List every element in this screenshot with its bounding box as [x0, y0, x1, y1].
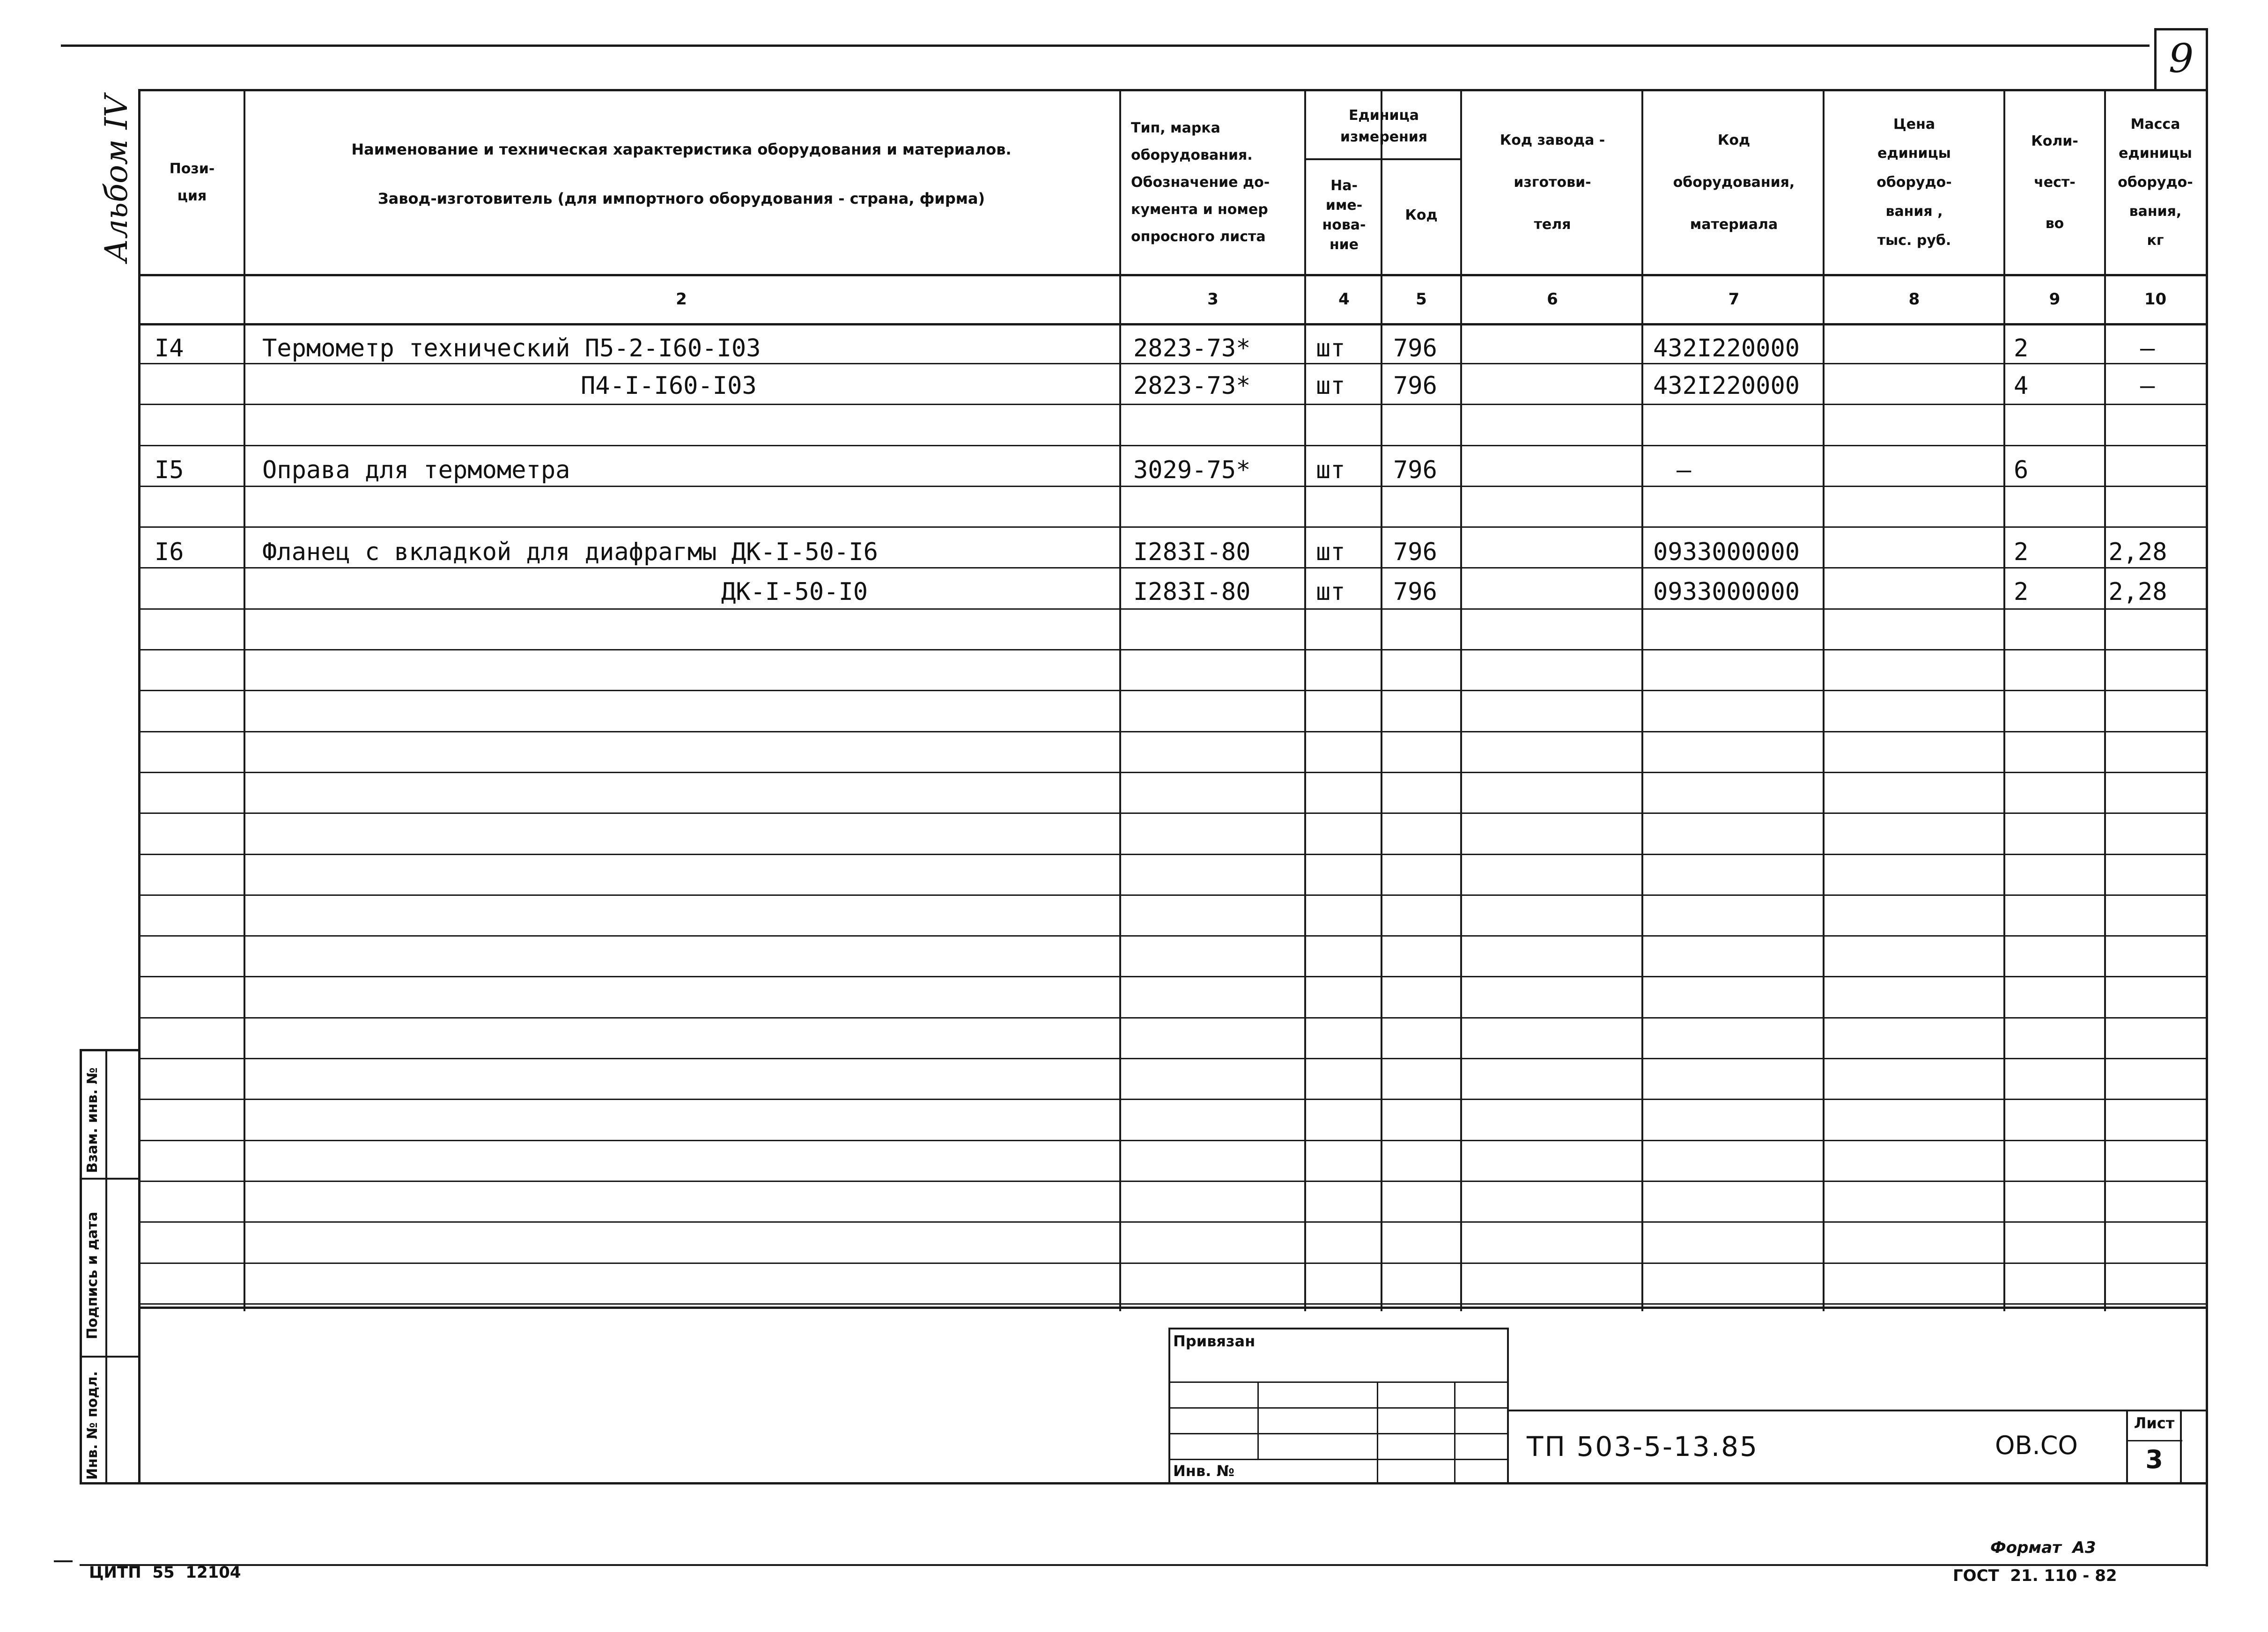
row-7-unit: шт — [1316, 578, 1345, 606]
table-row-line — [140, 445, 2206, 446]
table-row-line — [140, 812, 2206, 814]
row-6-unit: шт — [1316, 538, 1345, 566]
row-1-mass: – — [2140, 334, 2155, 362]
row-2-name: П4-I-I60-I03 — [581, 372, 757, 400]
stamp-row-3 — [1168, 1433, 1508, 1434]
table-row-line — [140, 1017, 2206, 1019]
table-row-line — [140, 690, 2206, 691]
table-col-line — [1381, 89, 1382, 1311]
colnum-5: 5 — [1416, 290, 1427, 309]
sheet-number-top: 9 — [2168, 36, 2194, 81]
colnum-2: 2 — [676, 290, 687, 309]
stamp-row-2 — [1168, 1407, 1508, 1409]
header-mass: Масса единицы оборудо- вания, кг — [2118, 116, 2193, 249]
table-row-line — [140, 854, 2206, 855]
stamp-list-label: Лист — [2134, 1414, 2175, 1432]
row-2-doc: 2823-73* — [1133, 372, 1251, 400]
table-row-line — [140, 526, 2206, 528]
frame-top — [138, 89, 2208, 91]
table-col-line — [1460, 89, 1462, 1311]
row-7-qty: 2 — [2014, 578, 2029, 606]
row-7-doc: I283I-80 — [1133, 578, 1251, 606]
table-col-line — [2003, 89, 2005, 1311]
table-row-line — [140, 649, 2206, 650]
header-quantity: Коли- чест- во — [2031, 133, 2078, 232]
stamp-box-right — [1507, 1328, 1509, 1484]
row-4-unit-code: 796 — [1393, 456, 1437, 484]
footer-tick — [54, 1560, 73, 1562]
designation-top — [1508, 1410, 2208, 1411]
footer-gost: ГОСТ 21. 110 - 82 — [1953, 1566, 2117, 1585]
stamp-col-3 — [1454, 1381, 1455, 1484]
list-box-right — [2180, 1410, 2182, 1484]
row-7-mass: 2,28 — [2108, 578, 2167, 606]
stamp-row-1 — [1168, 1381, 1508, 1383]
side-label-inv: Инв. № подл. — [84, 1371, 101, 1480]
side-strip-sep1 — [80, 1178, 140, 1180]
stamp-row-4 — [1168, 1459, 1508, 1460]
header-name-line2: Завод-изготовитель (для импортного оборудования - страна, фирма) — [377, 190, 985, 207]
row-6-code: 0933000000 — [1653, 538, 1800, 566]
side-label-podpis: Подпись и дата — [84, 1211, 101, 1339]
album-label: Альбом IV — [98, 95, 134, 262]
row-2-unit-code: 796 — [1393, 372, 1437, 400]
colnum-10: 10 — [2144, 290, 2167, 309]
stamp-list-value: 3 — [2145, 1445, 2163, 1474]
colnum-4: 4 — [1338, 290, 1350, 309]
table-row-line — [140, 1140, 2206, 1141]
colnum-6: 6 — [1547, 290, 1558, 309]
stamp-section: ОВ.СО — [1995, 1431, 2078, 1460]
table-col-line — [1823, 89, 1825, 1311]
frame-left — [138, 89, 140, 1484]
row-6-name: Фланец с вкладкой для диафрагмы ДК-I-50-I6 — [262, 538, 878, 566]
stamp-inv-no: Инв. № — [1173, 1462, 1234, 1480]
outer-bottom — [80, 1564, 2208, 1566]
table-row-line — [140, 1303, 2206, 1305]
list-box-mid — [2126, 1440, 2182, 1441]
stamp-box-top — [1168, 1328, 1508, 1329]
stamp-col-2 — [1377, 1381, 1378, 1484]
row-4-unit: шт — [1316, 456, 1345, 484]
table-row-line — [140, 1221, 2206, 1223]
header-type-doc: Тип, марка оборудования. Обозначение до- кумента и номер опросного листа — [1131, 120, 1270, 245]
side-label-vzam: Взам. инв. № — [84, 1067, 101, 1173]
colnum-3: 3 — [1207, 290, 1219, 309]
row-4-code: – — [1677, 456, 1692, 484]
table-row-line — [140, 1058, 2206, 1059]
table-col-line — [1641, 89, 1643, 1311]
footer-format: Формат А3 — [1990, 1538, 2096, 1557]
table-row-line — [140, 1181, 2206, 1182]
row-2-unit: шт — [1316, 372, 1345, 400]
table-row-line — [140, 935, 2206, 937]
row-2-code: 432I220000 — [1653, 372, 1800, 400]
side-strip-left — [80, 1049, 82, 1484]
stamp-privyazan: Привязан — [1173, 1332, 1256, 1350]
table-col-line — [1119, 89, 1121, 1311]
colnum-7: 7 — [1728, 290, 1740, 309]
row-6-position: I6 — [155, 538, 184, 566]
header-equipment-code: Код оборудования, материала — [1673, 132, 1795, 233]
table-row-line — [140, 894, 2206, 896]
header-unit-name: На- име- нова- ние — [1322, 177, 1366, 253]
header-unit-code: Код — [1405, 207, 1438, 223]
table-row-line — [140, 1099, 2206, 1100]
stamp-col-1 — [1257, 1381, 1259, 1459]
row-1-position: I4 — [155, 334, 184, 362]
table-row-line — [140, 731, 2206, 732]
colnum-9: 9 — [2049, 290, 2061, 309]
footer-left: ЦИТП 55 12104 — [89, 1563, 241, 1582]
row-1-unit: шт — [1316, 334, 1345, 362]
side-strip-top — [80, 1049, 140, 1051]
row-1-qty: 2 — [2014, 334, 2029, 362]
side-strip-sep2 — [80, 1356, 140, 1358]
list-box-left — [2126, 1410, 2128, 1484]
row-1-name: Термометр технический П5-2-I60-I03 — [262, 334, 761, 362]
row-2-mass: – — [2140, 372, 2155, 400]
header-unit-group: Единица измерения — [1340, 107, 1428, 145]
stamp-designation: ТП 503-5-13.85 — [1527, 1431, 1758, 1462]
table-col-line — [244, 89, 245, 1311]
header-price: Цена единицы оборудо- вания , тыс. руб. — [1876, 116, 1952, 249]
side-strip-divider — [105, 1049, 107, 1484]
frame-bottom — [80, 1482, 2208, 1484]
stamp-box-left — [1168, 1328, 1170, 1484]
row-4-position: I5 — [155, 456, 184, 484]
table-col-line — [1304, 89, 1306, 1311]
row-7-name: ДК-I-50-I0 — [721, 578, 868, 606]
header-plant-code: Код завода - изготови- теля — [1500, 132, 1605, 233]
row-6-mass: 2,28 — [2108, 538, 2167, 566]
frame-right — [2206, 28, 2208, 1566]
colnum-8: 8 — [1908, 290, 1920, 309]
row-2-qty: 4 — [2014, 372, 2029, 400]
table-row-line — [140, 1263, 2206, 1264]
top-rule — [61, 44, 2150, 47]
row-4-qty: 6 — [2014, 456, 2029, 484]
table-row-line — [140, 772, 2206, 773]
row-7-unit-code: 796 — [1393, 578, 1437, 606]
row-6-doc: I283I-80 — [1133, 538, 1251, 566]
table-row-line — [140, 976, 2206, 977]
stamp-bottom-area-top — [140, 1307, 2208, 1309]
row-1-unit-code: 796 — [1393, 334, 1437, 362]
colnum-row-bottom — [140, 323, 2206, 325]
row-4-name: Оправа для термометра — [262, 456, 570, 484]
header-position: Пози- ция — [169, 161, 215, 204]
row-7-code: 0933000000 — [1653, 578, 1800, 606]
sheet-box-top — [2154, 28, 2208, 30]
header-name-line1: Наименование и техническая характеристика оборудования и материалов. — [351, 140, 1012, 158]
row-4-doc: 3029-75* — [1133, 456, 1251, 484]
row-1-code: 432I220000 — [1653, 334, 1800, 362]
row-1-doc: 2823-73* — [1133, 334, 1251, 362]
row-6-qty: 2 — [2014, 538, 2029, 566]
table-col-line — [2104, 89, 2106, 1311]
row-6-unit-code: 796 — [1393, 538, 1437, 566]
